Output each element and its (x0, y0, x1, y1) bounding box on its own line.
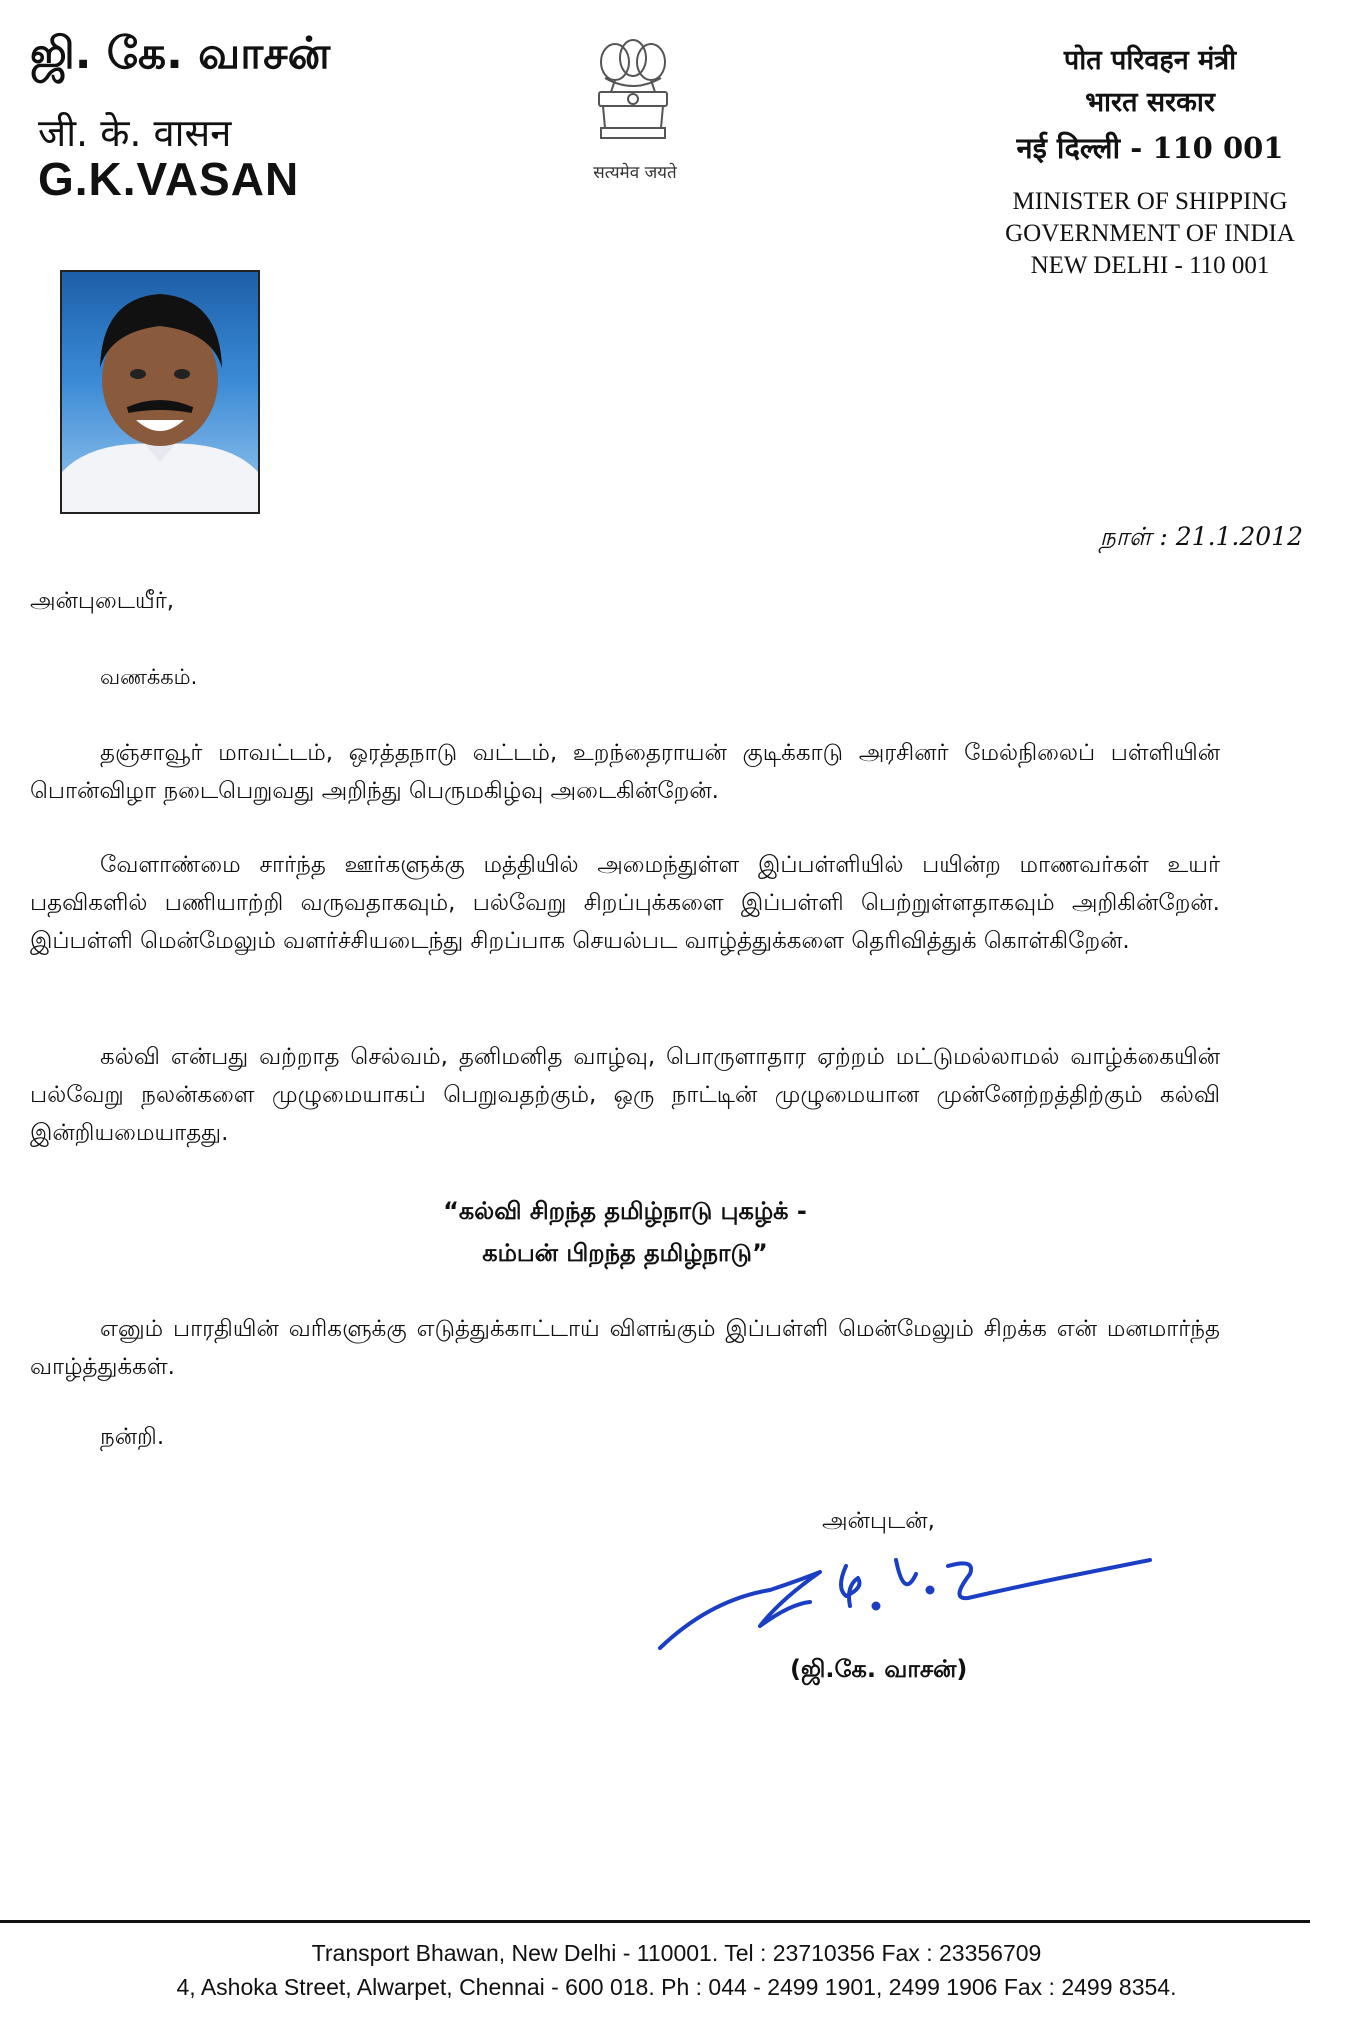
body-paragraph: கல்வி என்பது வற்றாத செல்வம், தனிமனித வாழ்வு, பொருளாதார ஏற்றம் மட்டுமல்லாமல் வாழ்க்கையின் பல்வேறு நலன்களை முழுமையாகப் பெறுவதற்கும், ஒரு நாட்டின் முழுமையான முன்னேற்றத்திற்கும் கல்வி இன்றியமையாதது. (30, 1044, 1220, 1146)
letter-date: நாள் : 21.1.2012 (1099, 522, 1303, 551)
greeting: வணக்கம். (100, 665, 198, 689)
signatory-name: (ஜி.கே. வாசன்) (790, 1655, 968, 1683)
ministry-title-english-line: MINISTER OF SHIPPING (1012, 188, 1288, 215)
body-paragraph: எனும் பாரதியின் வரிகளுக்கு எடுத்துக்காட்டாய் விளங்கும் இப்பள்ளி மென்மேலும் சிறக்க என் மனமார்ந்த வாழ்த்துக்கள். (30, 1316, 1220, 1380)
sender-photo (60, 270, 260, 514)
ministry-title-hindi-line: भारत सरकार (1085, 87, 1215, 118)
closing: அன்புடன், (822, 1508, 935, 1534)
quote-line: “கல்வி சிறந்த தமிழ்நாடு புகழ்க் - (443, 1197, 807, 1225)
footer-address-chennai: 4, Ashoka Street, Alwarpet, Chennai - 600 018. Ph : 044 - 2499 1901, 2499 1906 Fax : 2499 8354. (176, 1974, 1177, 2000)
body-paragraph: வேளாண்மை சார்ந்த ஊர்களுக்கு மத்தியில் அமைந்துள்ள இப்பள்ளியில் பயின்ற மாணவர்கள் உயர் பதவிகளில் பணியாற்றி வருவதாகவும், பல்வேறு சிறப்புக்களை இப்பள்ளி பெற்றுள்ளதாகவும் அறிகின்றேன். இப்பள்ளி மென்மேலும் வளர்ச்சியடைந்து சிறப்பாக செயல்பட வாழ்த்துக்களை தெரிவித்துக் கொள்கிறேன். (30, 852, 1220, 954)
sender-name-english: G.K.VASAN (38, 153, 300, 205)
ministry-title-hindi (960, 40, 1340, 172)
thanks: நன்றி. (100, 1424, 165, 1450)
ministry-title-english-line: NEW DELHI - 110 001 (1030, 252, 1270, 279)
salutation: அன்புடையீர், (30, 588, 175, 614)
national-emblem-icon (585, 32, 681, 152)
body-paragraph: தஞ்சாவூர் மாவட்டம், ஒரத்தநாடு வட்டம், உறந்தைராயன் குடிக்காடு அரசினர் மேல்நிலைப் பள்ளியின் பொன்விழா நடைபெறுவது அறிந்து பெருமகிழ்வு அடைகின்றேன். (30, 740, 1220, 804)
quote-line: கம்பன் பிறந்த தமிழ்நாடு” (482, 1239, 768, 1267)
ministry-title-english (960, 186, 1340, 282)
ministry-title-hindi-line: नई दिल्ली - 110 001 (1016, 131, 1284, 165)
emblem-motto: सत्यमेव जयते (593, 163, 677, 183)
ministry-title-hindi-line: पोत परिवहन मंत्री (1063, 45, 1237, 76)
bharathi-quote (200, 1190, 1050, 1274)
sender-name-tamil: ஜி. கே. வாசன் (30, 28, 331, 79)
footer-address-delhi: Transport Bhawan, New Delhi - 110001. Tel : 23710356 Fax : 23356709 (311, 1940, 1042, 1966)
ministry-title-english-line: GOVERNMENT OF INDIA (1005, 220, 1295, 247)
signature-image (650, 1530, 1190, 1670)
footer-divider (0, 1920, 1310, 1923)
sender-name-hindi: जी. के. वासन (38, 111, 232, 155)
